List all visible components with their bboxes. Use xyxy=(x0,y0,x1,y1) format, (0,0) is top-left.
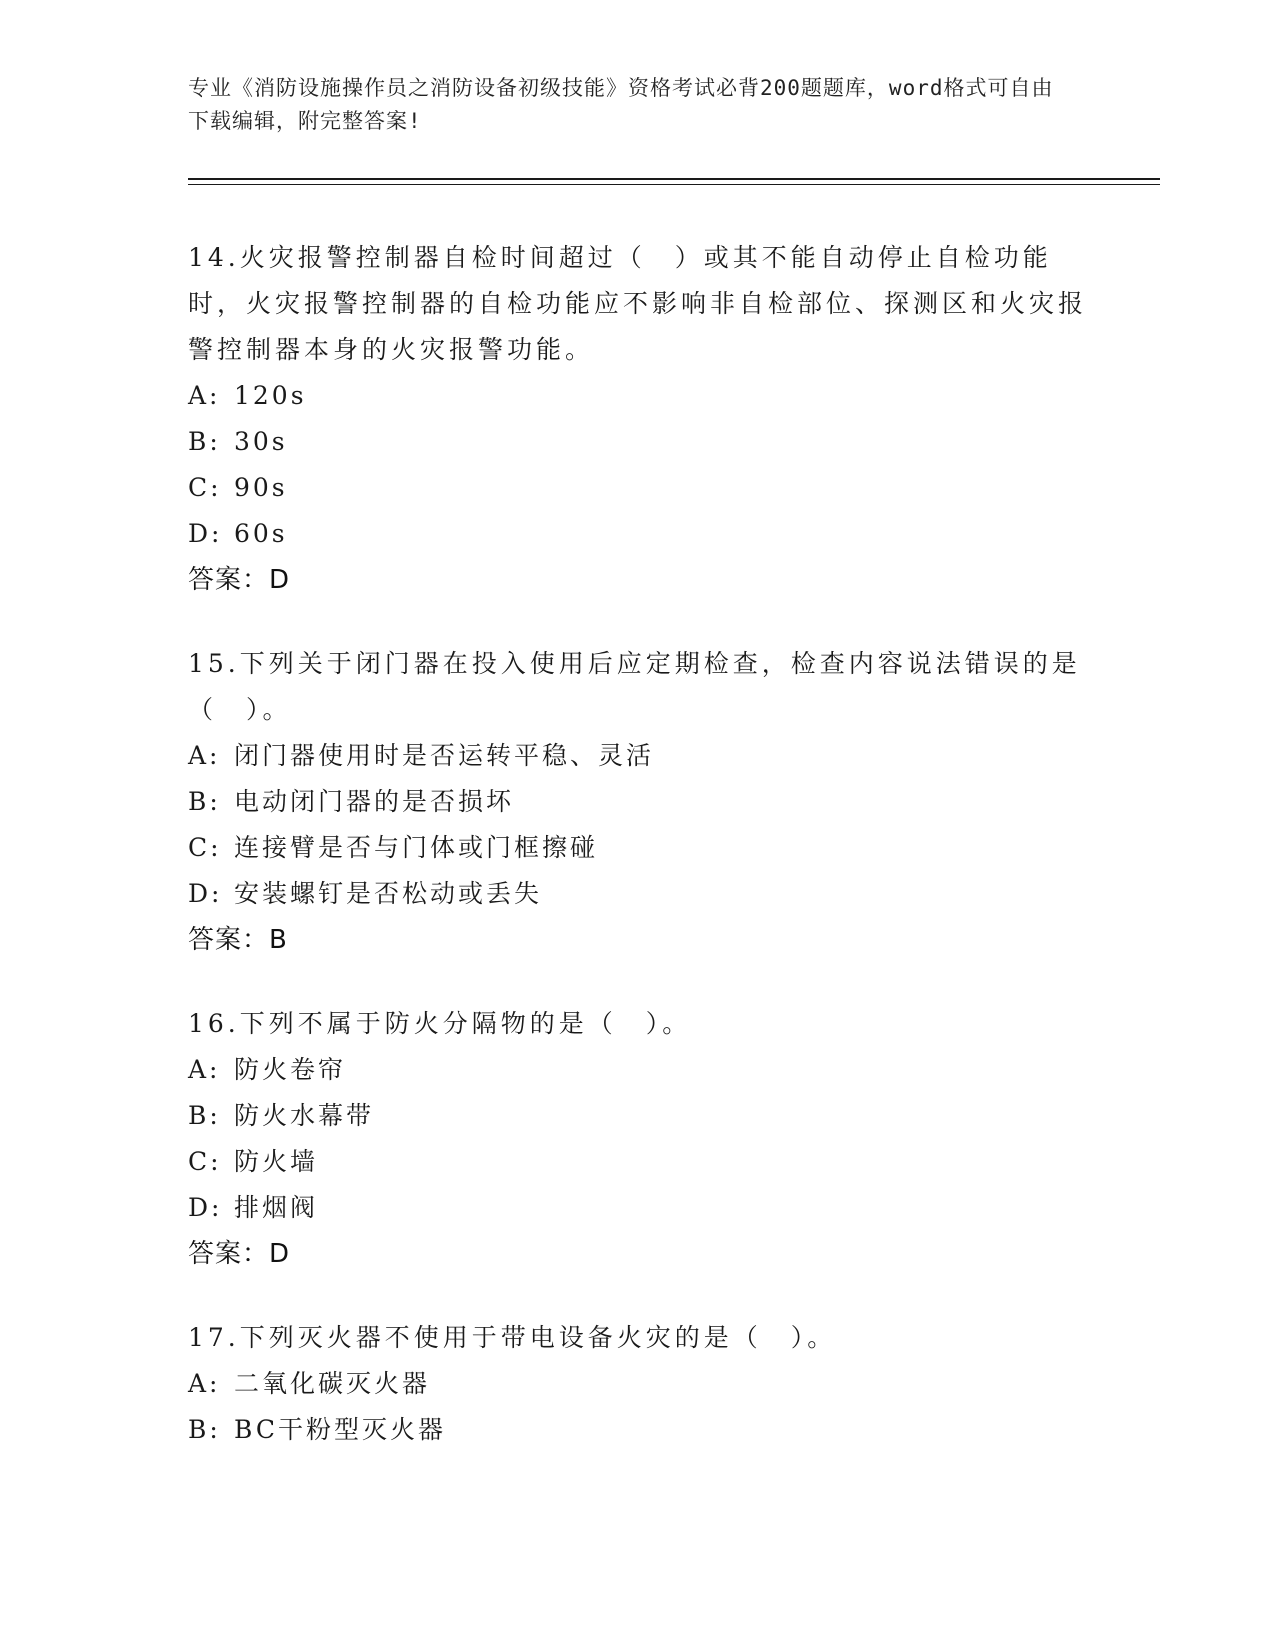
option-d xyxy=(188,871,1088,917)
option-letter: C: xyxy=(188,833,222,862)
option-text: 防火卷帘 xyxy=(234,1055,347,1084)
question-list xyxy=(188,235,1088,1491)
option-c xyxy=(188,465,1088,511)
question-17 xyxy=(188,1315,1088,1453)
option-text: 防火墙 xyxy=(234,1147,319,1176)
option-letter: A: xyxy=(188,741,221,770)
option-letter: D: xyxy=(188,879,223,908)
option-letter: B: xyxy=(188,1415,221,1444)
answer-label: 答案：D xyxy=(188,565,291,595)
option-b xyxy=(188,1407,1088,1453)
option-letter: D: xyxy=(188,1193,223,1222)
option-text: 60s xyxy=(234,519,288,548)
answer-label: 答案：D xyxy=(188,1239,291,1269)
option-d xyxy=(188,511,1088,557)
option-letter: B: xyxy=(188,427,221,456)
question-stem: 17.下列灭火器不使用于带电设备火灾的是（ ）。 xyxy=(188,1323,837,1352)
option-a xyxy=(188,373,1088,419)
option-letter: D: xyxy=(188,519,223,548)
option-text: 90s xyxy=(234,473,288,502)
option-c xyxy=(188,1139,1088,1185)
option-text: BC干粉型灭火器 xyxy=(234,1415,446,1444)
option-text: 120s xyxy=(234,381,307,410)
option-b xyxy=(188,419,1088,465)
option-text: 电动闭门器的是否损坏 xyxy=(234,787,515,816)
question-stem: 16.下列不属于防火分隔物的是（ ）。 xyxy=(188,1009,692,1038)
header-divider-thin xyxy=(188,184,1160,185)
question-stem: 15.下列关于闭门器在投入使用后应定期检查，检查内容说法错误的是（ ）。 xyxy=(188,649,1081,724)
option-a xyxy=(188,733,1088,779)
option-b xyxy=(188,779,1088,825)
option-text: 安装螺钉是否松动或丢失 xyxy=(234,879,543,908)
question-16 xyxy=(188,1001,1088,1277)
option-text: 闭门器使用时是否运转平稳、灵活 xyxy=(234,741,655,770)
option-letter: A: xyxy=(188,1369,221,1398)
option-letter: C: xyxy=(188,1147,222,1176)
option-text: 二氧化碳灭火器 xyxy=(234,1369,431,1398)
option-b xyxy=(188,1093,1088,1139)
option-letter: B: xyxy=(188,787,221,816)
question-15 xyxy=(188,641,1088,963)
option-letter: A: xyxy=(188,381,221,410)
answer-label: 答案：B xyxy=(188,925,288,955)
option-letter: A: xyxy=(188,1055,221,1084)
option-a xyxy=(188,1361,1088,1407)
question-stem: 14.火灾报警控制器自检时间超过（ ）或其不能自动停止自检功能时，火灾报警控制器的自检功能应不影响非自检部位、探测区和火灾报警控制器本身的火灾报警功能。 xyxy=(188,243,1088,364)
option-c xyxy=(188,825,1088,871)
header-divider xyxy=(188,178,1160,180)
option-letter: B: xyxy=(188,1101,221,1130)
option-text: 排烟阀 xyxy=(234,1193,319,1222)
question-14 xyxy=(188,235,1088,603)
option-text: 连接臂是否与门体或门框擦碰 xyxy=(234,833,599,862)
option-text: 防火水幕带 xyxy=(234,1101,375,1130)
option-letter: C: xyxy=(188,473,222,502)
option-a xyxy=(188,1047,1088,1093)
document-header: 专业《消防设施操作员之消防设备初级技能》资格考试必背200题题库，word格式可自由下载编辑，附完整答案! xyxy=(188,76,1054,133)
option-text: 30s xyxy=(234,427,288,456)
option-d xyxy=(188,1185,1088,1231)
